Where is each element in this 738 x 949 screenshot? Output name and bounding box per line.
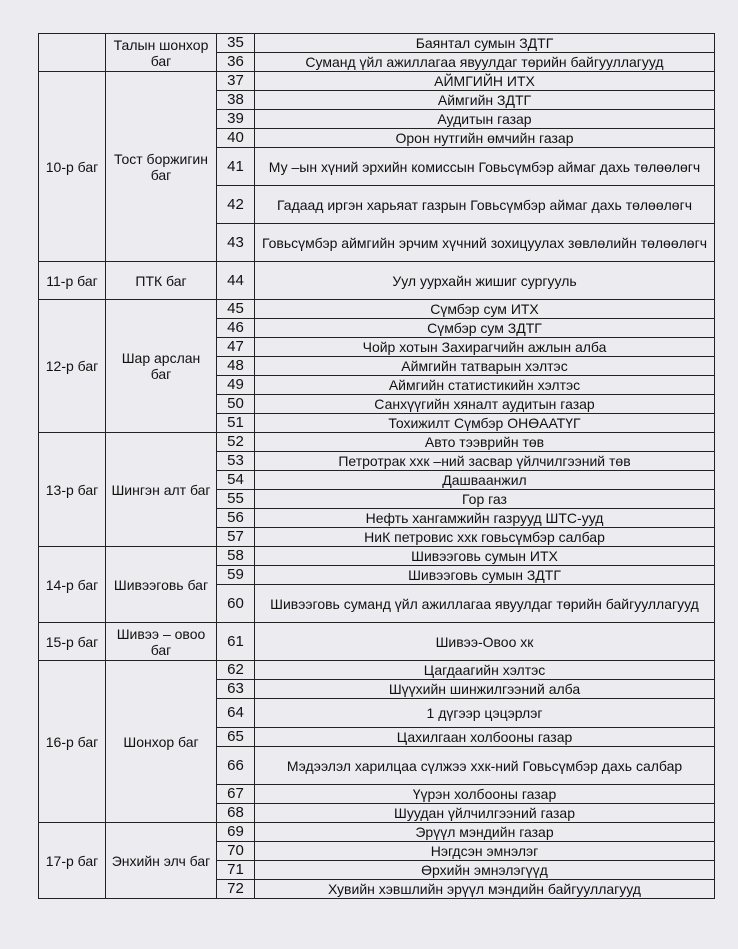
row-number-cell: 72	[217, 880, 255, 899]
row-number-cell: 55	[217, 490, 255, 509]
organization-cell: Аймгийн статистикийн хэлтэс	[255, 376, 715, 395]
organization-cell: Шүүхийн шинжилгээний алба	[255, 680, 715, 699]
organization-cell: Петротрак ххк –ний засвар үйлчилгээний төв	[255, 452, 715, 471]
row-number-cell: 63	[217, 680, 255, 699]
bag-name-cell: Шивээ – овоо баг	[106, 623, 217, 661]
organization-cell: Шивээ-Овоо хк	[255, 623, 715, 661]
organization-cell: Шивээговь суманд үйл ажиллагаа явуулдаг төрийн байгууллагууд	[255, 585, 715, 623]
table-row	[39, 300, 715, 319]
organization-cell: Чойр хотын Захирагчийн ажлын алба	[255, 338, 715, 357]
table-row	[39, 661, 715, 680]
row-number-cell: 49	[217, 376, 255, 395]
organization-cell: Му –ын хүний эрхийн комиссын Говьсүмбэр аймаг дахь төлөөлөгч	[255, 148, 715, 186]
table-body	[39, 34, 715, 899]
organization-cell: Сүмбэр сум ИТХ	[255, 300, 715, 319]
row-number-cell: 68	[217, 804, 255, 823]
bag-number-cell: 15-р баг	[39, 623, 106, 661]
bag-name-cell: Шивээговь баг	[106, 547, 217, 623]
organization-cell: Цахилгаан холбооны газар	[255, 728, 715, 747]
organization-cell: Хувийн хэвшлийн эрүүл мэндийн байгууллагууд	[255, 880, 715, 899]
row-number-cell: 61	[217, 623, 255, 661]
organization-cell: Гадаад иргэн харьяат газрын Говьсүмбэр аймаг дахь төлөөлөгч	[255, 186, 715, 224]
row-number-cell: 36	[217, 53, 255, 72]
table-row	[39, 823, 715, 842]
bag-number-cell: 16-р баг	[39, 661, 106, 823]
row-number-cell: 44	[217, 262, 255, 300]
row-number-cell: 35	[217, 34, 255, 53]
row-number-cell: 70	[217, 842, 255, 861]
row-number-cell: 54	[217, 471, 255, 490]
row-number-cell: 50	[217, 395, 255, 414]
organization-cell: АЙМГИЙН ИТХ	[255, 72, 715, 91]
table-row	[39, 547, 715, 566]
bag-number-cell: 14-р баг	[39, 547, 106, 623]
bag-number-cell: 13-р баг	[39, 433, 106, 547]
row-number-cell: 52	[217, 433, 255, 452]
organization-cell: Тохижилт Сүмбэр ОНӨААТҮГ	[255, 414, 715, 433]
organization-cell: Эрүүл мэндийн газар	[255, 823, 715, 842]
organization-cell: Мэдээлэл харилцаа сүлжээ ххк-ний Говьсүмбэр дахь салбар	[255, 747, 715, 785]
organization-cell: Суманд үйл ажиллагаа явуулдаг төрийн байгууллагууд	[255, 53, 715, 72]
organization-cell: Авто тээврийн төв	[255, 433, 715, 452]
organization-cell: Санхүүгийн хяналт аудитын газар	[255, 395, 715, 414]
row-number-cell: 56	[217, 509, 255, 528]
organization-cell: Өрхийн эмнэлэгүүд	[255, 861, 715, 880]
organization-cell: Цагдаагийн хэлтэс	[255, 661, 715, 680]
row-number-cell: 53	[217, 452, 255, 471]
row-number-cell: 51	[217, 414, 255, 433]
organization-cell: Шуудан үйлчилгээний газар	[255, 804, 715, 823]
bag-number-cell: 11-р баг	[39, 262, 106, 300]
row-number-cell: 45	[217, 300, 255, 319]
bag-number-cell: 12-р баг	[39, 300, 106, 433]
row-number-cell: 65	[217, 728, 255, 747]
row-number-cell: 71	[217, 861, 255, 880]
row-number-cell: 42	[217, 186, 255, 224]
bag-name-cell: Шингэн алт баг	[106, 433, 217, 547]
bag-name-cell: Энхийн элч баг	[106, 823, 217, 899]
bag-name-cell: Талын шонхор баг	[106, 34, 217, 72]
row-number-cell: 37	[217, 72, 255, 91]
row-number-cell: 69	[217, 823, 255, 842]
bag-number-cell: 10-р баг	[39, 72, 106, 262]
row-number-cell: 59	[217, 566, 255, 585]
organization-cell: Нефть хангамжийн газрууд ШТС-ууд	[255, 509, 715, 528]
table-row	[39, 262, 715, 300]
organization-cell: 1 дүгээр цэцэрлэг	[255, 699, 715, 728]
organization-cell: Баянтал сумын ЗДТГ	[255, 34, 715, 53]
organization-cell: Говьсүмбэр аймгийн эрчим хүчний зохицуулах зөвлөлийн төлөөлөгч	[255, 224, 715, 262]
organization-cell: Гор газ	[255, 490, 715, 509]
organization-cell: Нэгдсэн эмнэлэг	[255, 842, 715, 861]
row-number-cell: 38	[217, 91, 255, 110]
organization-cell: Аудитын газар	[255, 110, 715, 129]
bag-name-cell: Шар арслан баг	[106, 300, 217, 433]
row-number-cell: 48	[217, 357, 255, 376]
organization-cell: Уул уурхайн жишиг сургууль	[255, 262, 715, 300]
organization-cell: Шивээговь сумын ИТХ	[255, 547, 715, 566]
organization-cell: Үүрэн холбооны газар	[255, 785, 715, 804]
row-number-cell: 43	[217, 224, 255, 262]
organization-table	[38, 33, 715, 899]
organization-cell: НиК петровис ххк говьсүмбэр салбар	[255, 528, 715, 547]
bag-name-cell: Шонхор баг	[106, 661, 217, 823]
organization-cell: Шивээговь сумын ЗДТГ	[255, 566, 715, 585]
organization-cell: Сүмбэр сум ЗДТГ	[255, 319, 715, 338]
row-number-cell: 57	[217, 528, 255, 547]
row-number-cell: 39	[217, 110, 255, 129]
bag-number-cell: 17-р баг	[39, 823, 106, 899]
bag-name-cell: Тост боржигин баг	[106, 72, 217, 262]
row-number-cell: 46	[217, 319, 255, 338]
organization-cell: Дашваанжил	[255, 471, 715, 490]
table-row	[39, 623, 715, 661]
row-number-cell: 40	[217, 129, 255, 148]
row-number-cell: 64	[217, 699, 255, 728]
bag-number-cell	[39, 34, 106, 72]
table-row	[39, 433, 715, 452]
organization-cell: Орон нутгийн өмчийн газар	[255, 129, 715, 148]
row-number-cell: 62	[217, 661, 255, 680]
row-number-cell: 41	[217, 148, 255, 186]
row-number-cell: 67	[217, 785, 255, 804]
row-number-cell: 60	[217, 585, 255, 623]
organization-cell: Аймгийн ЗДТГ	[255, 91, 715, 110]
table-row	[39, 34, 715, 53]
row-number-cell: 66	[217, 747, 255, 785]
row-number-cell: 47	[217, 338, 255, 357]
row-number-cell: 58	[217, 547, 255, 566]
organization-cell: Аймгийн татварын хэлтэс	[255, 357, 715, 376]
table-row	[39, 72, 715, 91]
bag-name-cell: ПТК баг	[106, 262, 217, 300]
